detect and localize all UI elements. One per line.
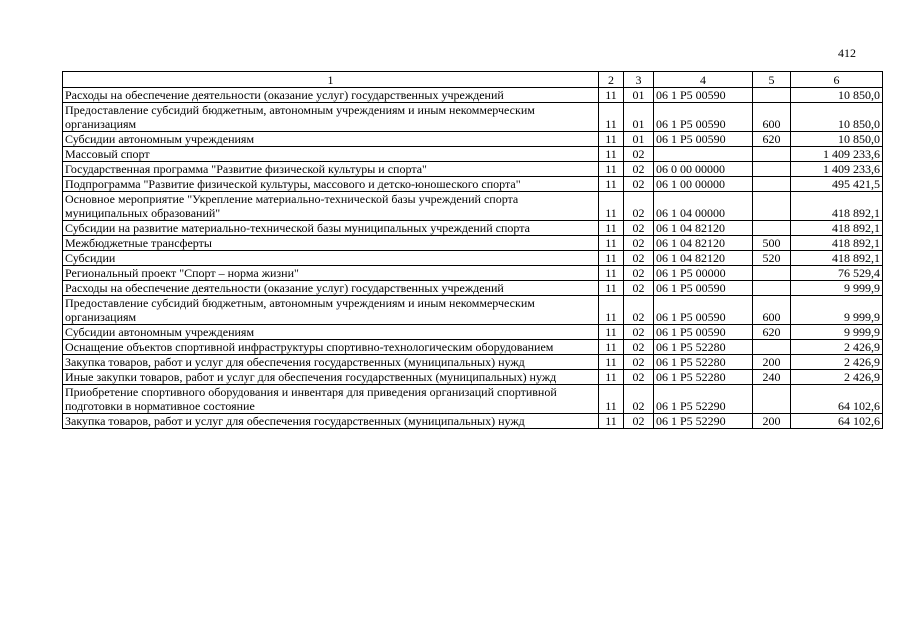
row-expense-type [753,266,791,281]
table-header-row [63,72,883,88]
row-target-article [654,147,753,162]
row-target-article: 06 1 00 00000 [654,177,753,192]
row-amount: 10 850,0 [791,88,883,103]
header-col-1: 1 [63,72,599,88]
row-section: 11 [599,221,624,236]
row-subsection: 02 [624,325,654,340]
table-row [63,281,883,296]
table-row [63,88,883,103]
header-col-4: 4 [654,72,753,88]
row-name: Государственная программа "Развитие физической культуры и спорта" [63,162,599,177]
row-section: 11 [599,103,624,132]
row-name: Предоставление субсидий бюджетным, автономным учреждениям и иным некоммерческим организациям [63,296,599,325]
row-name: Субсидии автономным учреждениям [63,325,599,340]
row-section: 11 [599,192,624,221]
row-expense-type: 600 [753,296,791,325]
row-expense-type [753,385,791,414]
row-section: 11 [599,132,624,147]
row-amount: 10 850,0 [791,103,883,132]
row-target-article: 06 1 P5 52290 [654,414,753,429]
row-section: 11 [599,281,624,296]
row-expense-type: 240 [753,370,791,385]
table-row [63,147,883,162]
row-name: Межбюджетные трансферты [63,236,599,251]
row-amount: 418 892,1 [791,251,883,266]
row-target-article: 06 1 P5 00590 [654,132,753,147]
row-expense-type [753,340,791,355]
row-amount: 418 892,1 [791,236,883,251]
row-amount: 418 892,1 [791,192,883,221]
row-subsection: 02 [624,221,654,236]
row-target-article: 06 1 P5 52280 [654,340,753,355]
table-row [63,296,883,325]
table-row [63,251,883,266]
row-expense-type: 500 [753,236,791,251]
row-target-article: 06 1 P5 00590 [654,296,753,325]
row-expense-type: 600 [753,103,791,132]
table-row [63,221,883,236]
row-name: Расходы на обеспечение деятельности (оказание услуг) государственных учреждений [63,88,599,103]
row-target-article: 06 1 P5 00590 [654,88,753,103]
row-subsection: 01 [624,103,654,132]
row-expense-type [753,147,791,162]
header-col-2: 2 [599,72,624,88]
row-expense-type: 200 [753,414,791,429]
row-section: 11 [599,340,624,355]
table-row [63,355,883,370]
row-subsection: 02 [624,251,654,266]
table-row [63,340,883,355]
row-section: 11 [599,88,624,103]
row-section: 11 [599,414,624,429]
row-amount: 495 421,5 [791,177,883,192]
table-row [63,132,883,147]
row-name: Приобретение спортивного оборудования и инвентаря для приведения организаций спортивной подготовки в нормативное состояние [63,385,599,414]
row-target-article: 06 1 04 82120 [654,221,753,236]
row-expense-type [753,281,791,296]
row-expense-type [753,88,791,103]
table-row [63,192,883,221]
row-section: 11 [599,370,624,385]
row-expense-type [753,192,791,221]
row-name: Оснащение объектов спортивной инфраструктуры спортивно-технологическим оборудованием [63,340,599,355]
row-name: Субсидии автономным учреждениям [63,132,599,147]
row-target-article: 06 1 P5 52280 [654,355,753,370]
row-name: Основное мероприятие "Укрепление материально-технической базы учреждений спорта муниципальных образований" [63,192,599,221]
row-amount: 9 999,9 [791,296,883,325]
row-name: Расходы на обеспечение деятельности (оказание услуг) государственных учреждений [63,281,599,296]
row-subsection: 02 [624,177,654,192]
row-target-article: 06 1 P5 00000 [654,266,753,281]
row-section: 11 [599,296,624,325]
row-subsection: 02 [624,266,654,281]
row-expense-type [753,221,791,236]
row-name: Закупка товаров, работ и услуг для обеспечения государственных (муниципальных) нужд [63,414,599,429]
table-row [63,385,883,414]
row-target-article: 06 1 P5 00590 [654,103,753,132]
row-section: 11 [599,177,624,192]
page-number: 412 [838,46,856,60]
row-amount: 76 529,4 [791,266,883,281]
row-section: 11 [599,385,624,414]
row-name: Иные закупки товаров, работ и услуг для обеспечения государственных (муниципальных) нужд [63,370,599,385]
row-section: 11 [599,236,624,251]
row-section: 11 [599,325,624,340]
table-row [63,236,883,251]
row-subsection: 02 [624,192,654,221]
row-subsection: 01 [624,132,654,147]
row-expense-type: 200 [753,355,791,370]
row-amount: 2 426,9 [791,370,883,385]
row-subsection: 02 [624,281,654,296]
row-expense-type: 620 [753,325,791,340]
row-subsection: 02 [624,236,654,251]
row-name: Предоставление субсидий бюджетным, автономным учреждениям и иным некоммерческим организациям [63,103,599,132]
row-expense-type [753,177,791,192]
row-section: 11 [599,355,624,370]
row-section: 11 [599,266,624,281]
row-name: Массовый спорт [63,147,599,162]
row-subsection: 02 [624,296,654,325]
row-target-article: 06 1 P5 00590 [654,281,753,296]
row-target-article: 06 1 P5 52280 [654,370,753,385]
table-row [63,266,883,281]
row-subsection: 02 [624,385,654,414]
row-subsection: 02 [624,147,654,162]
row-amount: 64 102,6 [791,414,883,429]
row-amount: 1 409 233,6 [791,162,883,177]
header-col-6: 6 [791,72,883,88]
header-col-3: 3 [624,72,654,88]
row-name: Региональный проект "Спорт – норма жизни" [63,266,599,281]
row-amount: 10 850,0 [791,132,883,147]
row-name: Подпрограмма "Развитие физической культуры, массового и детско-юношеского спорта" [63,177,599,192]
row-target-article: 06 1 P5 52290 [654,385,753,414]
row-amount: 9 999,9 [791,325,883,340]
row-expense-type [753,162,791,177]
row-target-article: 06 1 04 82120 [654,236,753,251]
row-subsection: 02 [624,340,654,355]
row-subsection: 02 [624,162,654,177]
row-amount: 2 426,9 [791,340,883,355]
row-name: Субсидии на развитие материально-технической базы муниципальных учреждений спорта [63,221,599,236]
row-target-article: 06 1 P5 00590 [654,325,753,340]
row-expense-type: 520 [753,251,791,266]
row-section: 11 [599,162,624,177]
table-row [63,325,883,340]
row-target-article: 06 1 04 00000 [654,192,753,221]
row-amount: 1 409 233,6 [791,147,883,162]
row-expense-type: 620 [753,132,791,147]
row-amount: 418 892,1 [791,221,883,236]
header-col-5: 5 [753,72,791,88]
row-amount: 64 102,6 [791,385,883,414]
table-row [63,103,883,132]
row-subsection: 02 [624,414,654,429]
table-row [63,414,883,429]
row-amount: 2 426,9 [791,355,883,370]
table-row [63,370,883,385]
row-subsection: 01 [624,88,654,103]
row-subsection: 02 [624,355,654,370]
row-target-article: 06 1 04 82120 [654,251,753,266]
row-section: 11 [599,251,624,266]
row-amount: 9 999,9 [791,281,883,296]
budget-table [62,71,883,429]
row-subsection: 02 [624,370,654,385]
row-name: Субсидии [63,251,599,266]
row-name: Закупка товаров, работ и услуг для обеспечения государственных (муниципальных) нужд [63,355,599,370]
table-body [63,88,883,429]
row-section: 11 [599,147,624,162]
table-row [63,177,883,192]
table-row [63,162,883,177]
row-target-article: 06 0 00 00000 [654,162,753,177]
